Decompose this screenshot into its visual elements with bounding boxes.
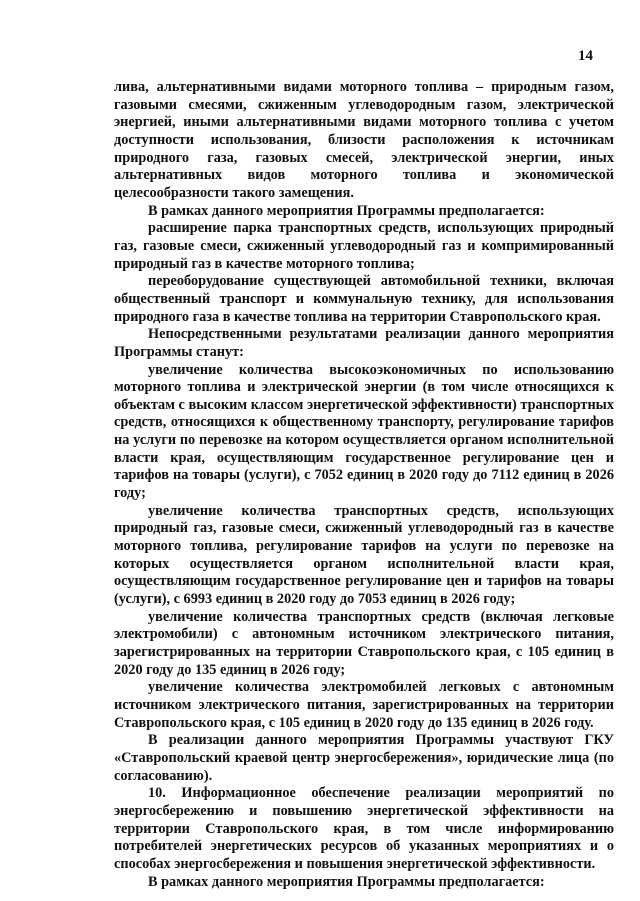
page-number: 14	[578, 48, 593, 64]
paragraph: лива, альтернативными видами моторного топлива – природным газом, газовыми смесями, сжиженным углеводородным газом, электрической энергией, иными альтернативными видами моторного топлива с учетом доступности использования, близости расположения к источникам природного газа, газовых смесей, электрической энергии, иных альтернативных видов моторного топлива и экономической целесообразности такого замещения.	[114, 79, 614, 201]
body-text	[114, 79, 614, 891]
paragraph: В реализации данного мероприятия Программы участвуют ГКУ «Ставропольский краевой центр энергосбережения», юридические лица (по согласованию).	[114, 732, 614, 784]
paragraph: увеличение количества транспортных средств (включая легковые электромобили) с автономным источником электрического питания, зарегистрированных на территории Ставропольского края, с 105 единиц в 2020 году до 135 единиц в 2026 году;	[114, 608, 614, 678]
paragraph: переоборудование существующей автомобильной техники, включая общественный транспорт и коммунальную технику, для использования природного газа в качестве топлива на территории Ставропольского края.	[114, 273, 614, 325]
paragraph: увеличение количества электромобилей легковых с автономным источником электрического питания, зарегистрированных на территории Ставропольского края, с 105 единиц в 2020 году до 135 единиц в 2026 году.	[114, 679, 614, 731]
paragraph: увеличение количества транспортных средств, использующих природный газ, газовые смеси, сжиженный углеводородный газ в качестве моторного топлива, регулирование тарифов на услуги по перевозке на которых осуществляется органом исполнительной власти края, осуществляющим государственное регулирование цен и тарифов на товары (услуги), с 6993 единиц в 2020 году до 7053 единиц в 2026 году;	[114, 502, 614, 608]
paragraph: расширение парка транспортных средств, использующих природный газ, газовые смеси, сжиженный углеводородный газ и компримированный природный газ в качестве моторного топлива;	[114, 220, 614, 272]
paragraph: В рамках данного мероприятия Программы предполагается:	[148, 202, 545, 219]
paragraph: 10. Информационное обеспечение реализации мероприятий по энергосбережению и повышению энергетической эффективности на территории Ставропольского края, в том числе информированию потребителей энергетических ресурсов об указанных мероприятиях и о способах энергосбережения и повышения энергетической эффективности.	[114, 785, 614, 872]
paragraph: В рамках данного мероприятия Программы предполагается:	[148, 873, 545, 890]
paragraph: увеличение количества высокоэкономичных по использованию моторного топлива и электрической энергии (в том числе относящихся к объектам с высоким классом энергетической эффективности) транспортных средств, относящихся к общественному транспорту, регулирование тарифов на услуги по перевозке на котором осуществляется органом исполнительной власти края, осуществляющим государственное регулирование цен и тарифов на товары (услуги), с 7052 единиц в 2020 году до 7112 единиц в 2026 году;	[114, 361, 614, 502]
paragraph: Непосредственными результатами реализации данного мероприятия Программы станут:	[114, 326, 614, 360]
